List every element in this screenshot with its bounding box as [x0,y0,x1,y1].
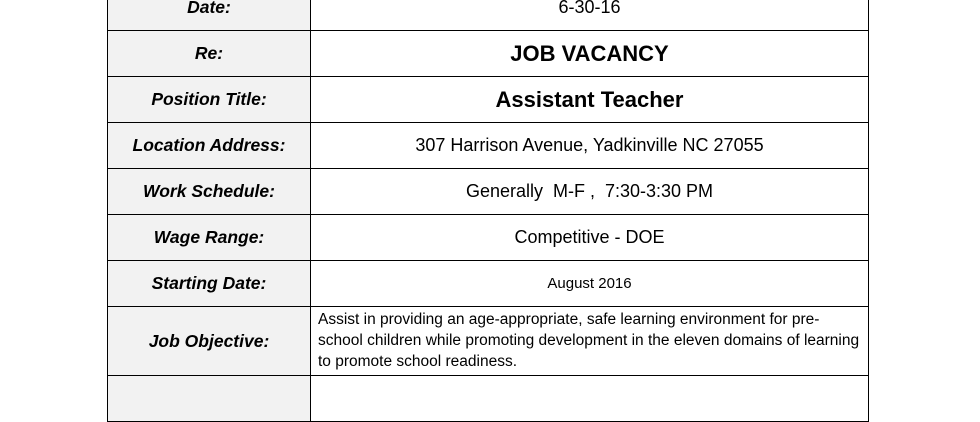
row-wage-range [108,215,869,261]
row-re [108,31,869,77]
label-date: Date: [108,0,311,31]
value-location-address: 307 Harrison Avenue, Yadkinville NC 27055 [311,123,869,169]
row-date [108,0,869,31]
value-starting-date: August 2016 [311,261,869,307]
value-work-schedule: Generally M-F , 7:30-3:30 PM [311,169,869,215]
value-wage-range: Competitive - DOE [311,215,869,261]
label-position-title: Position Title: [108,77,311,123]
value-job-objective: Assist in providing an age-appropriate, safe learning environment for pre-school children while promoting development in the eleven domains of learning to promote school readiness. [311,307,869,376]
label-starting-date: Starting Date: [108,261,311,307]
value-re: JOB VACANCY [311,31,869,77]
label-next [108,376,311,422]
value-date: 6-30-16 [311,0,869,31]
label-location-address: Location Address: [108,123,311,169]
label-work-schedule: Work Schedule: [108,169,311,215]
value-position-title: Assistant Teacher [311,77,869,123]
label-re: Re: [108,31,311,77]
vacancy-table [107,0,869,422]
row-starting-date [108,261,869,307]
row-next [108,376,869,422]
row-location-address [108,123,869,169]
value-next [311,376,869,422]
row-position-title [108,77,869,123]
row-work-schedule [108,169,869,215]
label-wage-range: Wage Range: [108,215,311,261]
label-job-objective: Job Objective: [108,307,311,376]
job-vacancy-form [107,0,869,422]
row-job-objective [108,307,869,376]
